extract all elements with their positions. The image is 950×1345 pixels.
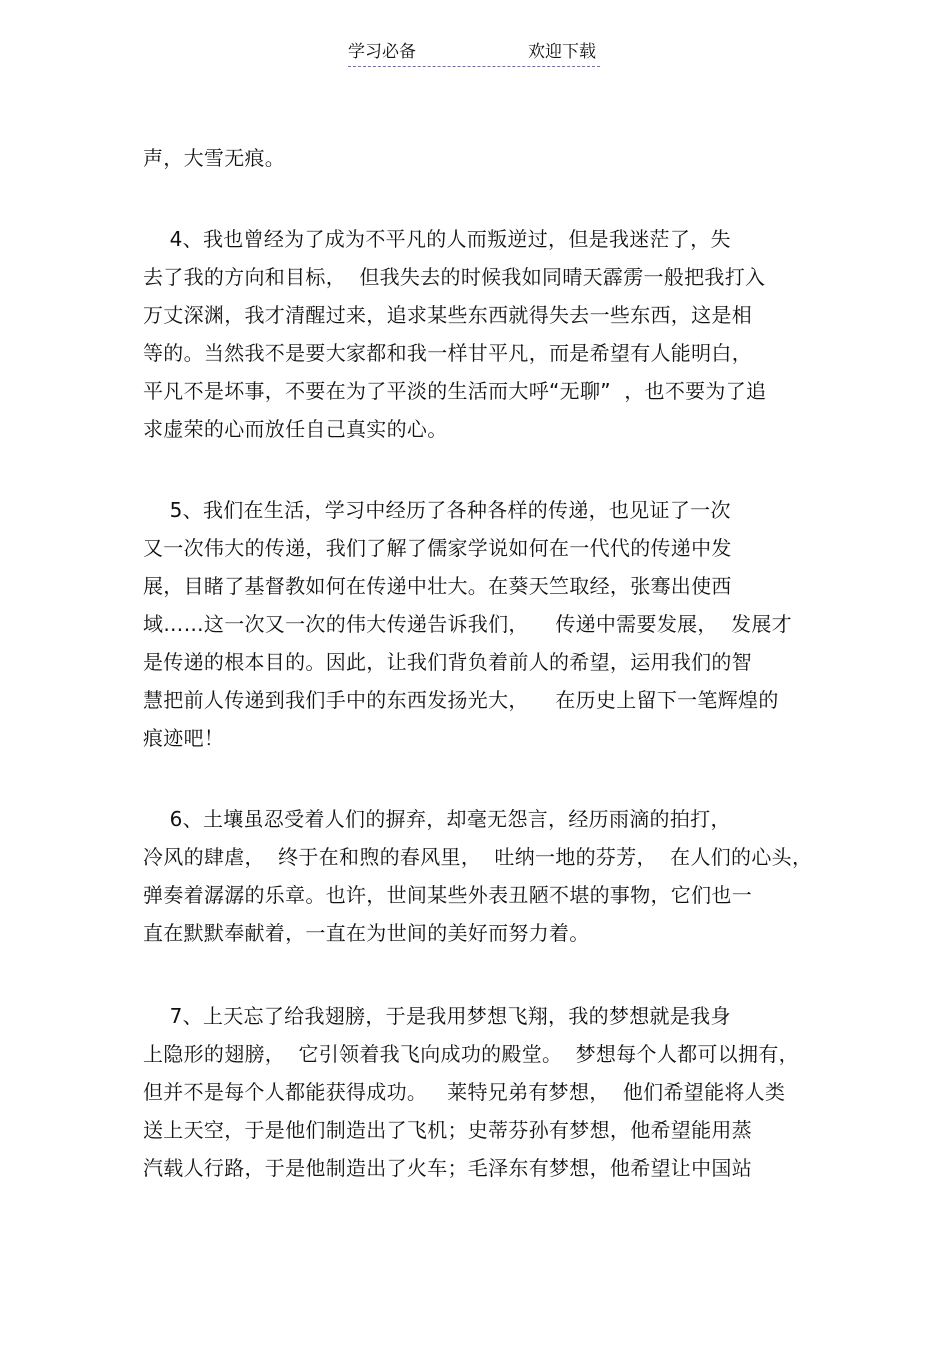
- text-line: 痕迹吧！: [143, 726, 225, 750]
- text-line: 直在默默奉献着，一直在为世间的美好而努力着。: [143, 921, 590, 945]
- text-line: 求虚荣的心而放任自己真实的心。: [143, 417, 448, 441]
- header-left-text: 学习必备: [348, 42, 416, 62]
- text-line: 5、我们在生活，学习中经历了各种各样的传递，也见证了一次: [143, 498, 731, 522]
- text-line: 弹奏着潺潺的乐章。也许，世间某些外表丑陋不堪的事物，它们也一: [143, 883, 752, 907]
- text-line: 万丈深渊，我才清醒过来，追求某些东西就得失去一些东西，这是相: [143, 303, 752, 327]
- text-line: 7、上天忘了给我翅膀，于是我用梦想飞翔，我的梦想就是我身: [143, 1004, 731, 1028]
- text-line: 展，目睹了基督教如何在传递中壮大。在葵天竺取经，张骞出使西: [143, 574, 732, 598]
- text-line: 域……这一次又一次的伟大传递告诉我们， 传递中需要发展， 发展才: [143, 612, 792, 636]
- text-line: 声，大雪无痕。: [143, 146, 286, 170]
- text-line: 慧把前人传递到我们手中的东西发扬光大， 在历史上留下一笔辉煌的: [143, 688, 779, 712]
- text-line: 去了我的方向和目标， 但我失去的时候我如同晴天霹雳一般把我打入: [143, 265, 766, 289]
- text-line: 4、我也曾经为了成为不平凡的人而叛逆过，但是我迷茫了，失: [143, 227, 731, 251]
- paragraph-7: [143, 997, 823, 1187]
- text-line: 平凡不是坏事，不要在为了平淡的生活而大呼“无聊” ，也不要为了追: [143, 379, 767, 403]
- paragraph-continued: [143, 139, 823, 177]
- text-line: 等的。当然我不是要大家都和我一样甘平凡，而是希望有人能明白，: [143, 341, 752, 365]
- text-line: 是传递的根本目的。因此，让我们背负着前人的希望，运用我们的智: [143, 650, 752, 674]
- text-line: 冷风的肆虐， 终于在和煦的春风里， 吐纳一地的芬芳， 在人们的心头，: [143, 845, 813, 869]
- paragraph-5: [143, 491, 823, 757]
- paragraph-4: [143, 220, 823, 448]
- text-line: 又一次伟大的传递，我们了解了儒家学说如何在一代代的传递中发: [143, 536, 732, 560]
- page-header: [348, 40, 600, 67]
- text-line: 汽载人行路，于是他制造出了火车；毛泽东有梦想，他希望让中国站: [143, 1156, 752, 1180]
- text-line: 上隐形的翅膀， 它引领着我飞向成功的殿堂。 梦想每个人都可以拥有，: [143, 1042, 799, 1066]
- header-right-text: 欢迎下载: [528, 42, 596, 62]
- text-line: 送上天空，于是他们制造出了飞机；史蒂芬孙有梦想，他希望能用蒸: [143, 1118, 752, 1142]
- paragraph-6: [143, 800, 823, 952]
- text-line: 但并不是每个人都能获得成功。 莱特兄弟有梦想， 他们希望能将人类: [143, 1080, 786, 1104]
- text-line: 6、土壤虽忍受着人们的摒弃，却毫无怨言，经历雨滴的拍打，: [143, 807, 731, 831]
